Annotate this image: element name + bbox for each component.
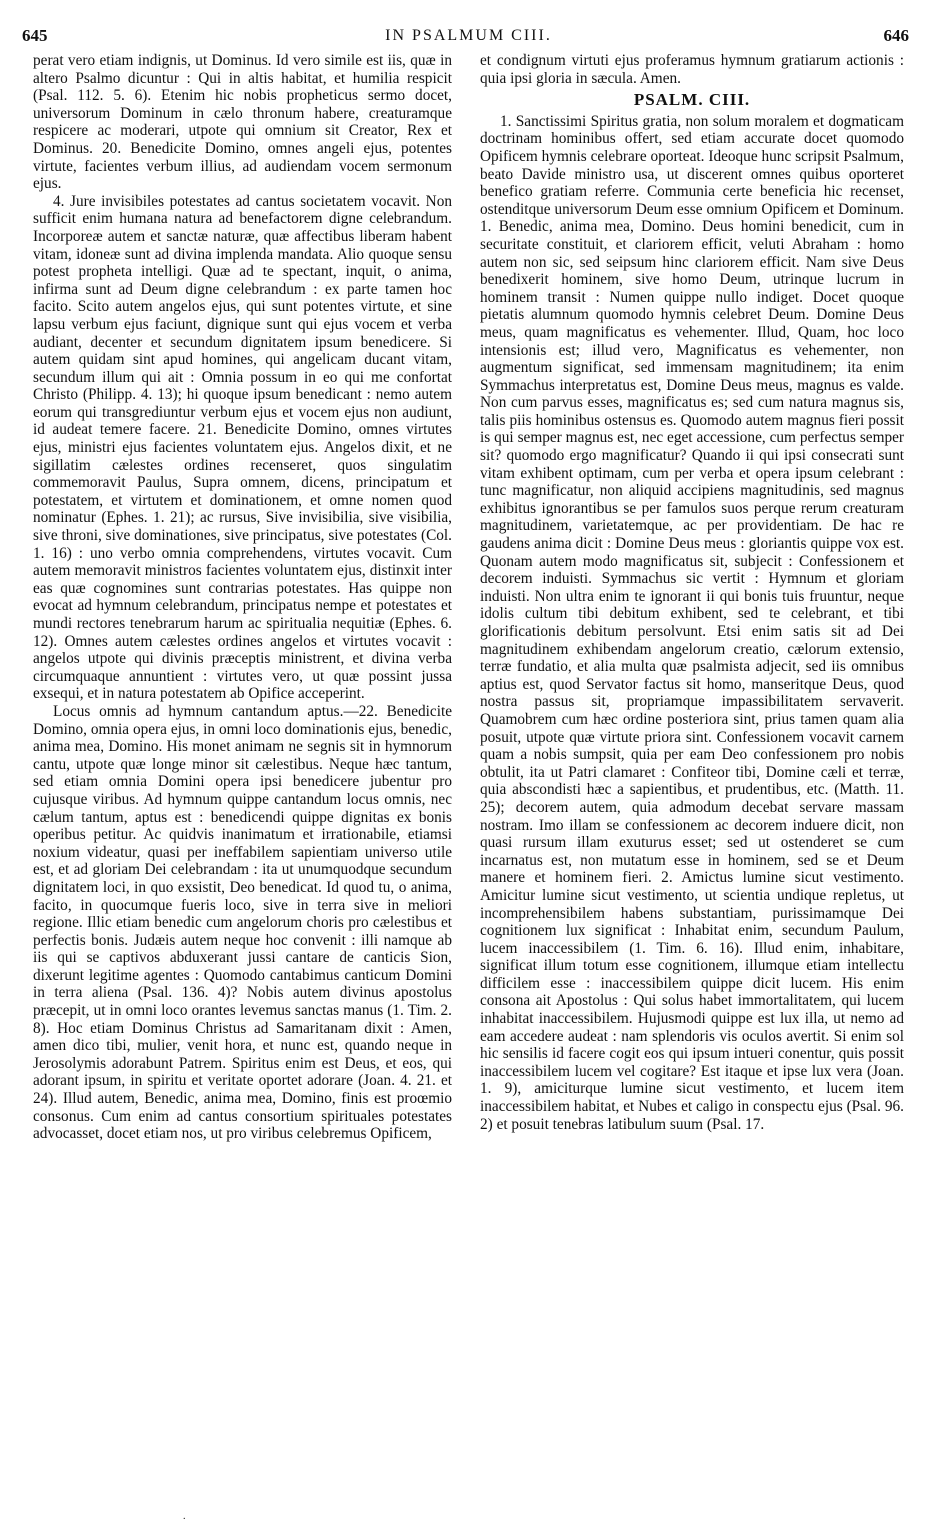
left-paragraph-1: perat vero etiam indignis, ut Dominus. Id vero simile est iis, quæ in altero Psalmo dicuntur : Qui in altis habitat, et humilia respicit (Psal. 112. 5. 6). Etenim hic nobis propheticus sermo docet, universorum Dominum in cælo thronum habere, creaturamque respicere ac moderari, utpote qui omnium sit Creator, Rex et Dominus. 20. Benedicite Domino, omnes angeli ejus, potentes virtute, facientes verbum illius, ad audiendam vocem sermonum ejus.	[33, 52, 452, 193]
left-paragraph-2: 4. Jure invisibiles potestates ad cantus societatem vocavit. Non sufficit enim humana natura ad benefactorem digne celebrandum. Incorporeæ autem et sanctæ naturæ, quæ affectibus liberam habent vitam, idoneæ sunt ad divina implenda mandata. Alio quoque sensu potest propheta intelligi. Quæ ad te spectant, inquit, o anima, infirma sunt ad Deum digne celebrandum : ex parte tamen hoc facito. Scito autem angelos ejus, qui sunt potentes virtute, et sine lapsu verbum ejus faciunt, dignique sunt qui ejus vocem et verba audiant, decenter et secundum dignitatem ipsum benedicere. Si autem quidam sint apud homines, qui angelicam ducant vitam, secundum illum qui ait : Omnia possum in eo qui me confortat Christo (Philipp. 4. 13); hi quoque ipsum benedicant : nemo autem eorum qui transgrediuntur verbum ejus et vocem ejus non audiunt, id audeat temere facere. 21. Benedicite Domino, omnes virtutes ejus, ministri ejus facientes voluntatem ejus. Angelos dixit, et ne sigillatim cælestes ordines recenseret, quos singulatim commemoravit Paulus, Supra omnem, dicens, principatum et potestatem, et virtutem et dominationem, et omne nomen quod nominatur (Ephes. 1. 21); ac rursus, Sive invisibilia, sive visibilia, sive throni, sive dominationes, sive principatus, sive potestates (Col. 1. 16) : uno verbo omnia comprehendens, virtutes vocavit. Cum autem memoravit ministros facientes voluntatem ejus, distinxit inter eas quæ cognomines sunt contrarias potestates. Has quippe non evocat ad hymnum celebrandum, principatus nempe et potestates et mundi rectores tenebrarum harum ac spiritualia nequitiæ (Ephes. 6. 12). Omnes autem cælestes ordines angelos et virtutes vocavit : angelos utpote qui divinis præceptis ministrent, et divina verba circumquaque annuntient : virtutes vero, ut quæ possint jussa exsequi, et in natura potestatem ab Opifice acceperint.	[33, 192, 452, 703]
right-page-number: 646	[883, 26, 909, 45]
left-column	[33, 52, 452, 1143]
running-title: IN PSALMUM CIII.	[385, 27, 552, 44]
left-page-number: 645	[22, 26, 48, 45]
psalm-heading: PSALM. CIII.	[633, 90, 751, 110]
right-column	[480, 52, 904, 1133]
left-paragraph-3: Locus omnis ad hymnum cantandum aptus.—22. Benedicite Domino, omnia opera ejus, in omni loco dominationis ejus, benedic, anima mea, Domino. His monet animam ne segnis sit in hymnorum cantu, utpote quæ longe minor sit cælestibus. Neque hæc tantum, sed etiam omnia Domini opera ipsi benedicere jubentur pro cujusque viribus. Ad hymnum quippe cantandum locus omnis, nec cælum tantum, aptus est : benedicendi quippe dignitas ex bonis operibus petitur. Ac quidvis inanimatum et irrationabile, etiamsi noxium videatur, quasi per ineffabilem sapientiam universo utile est, et ad gloriam Dei celebrandam : ita ut unumquodque secundum dignitatem loci, in quo exsistit, Deo benedicat. Id quod tu, o anima, facito, in quocumque fueris loco, sive in terra sive in meliori regione. Illic etiam benedic cum angelorum choris pro cælestibus et perfectis bonis. Judæis autem neque hoc convenit : illi namque ab iis qui se captivos abduxerant jussi cantare de canticis Sion, dixerunt legitime agentes : Quomodo cantabimus canticum Domini in terra aliena (Psal. 136. 4)? Nobis autem divinus apostolus præcepit, ut in omni loco orantes levemus sanctas manus (1. Tim. 2. 8). Hoc etiam Dominus Christus ad Samaritanam dixit : Amen, amen dico tibi, mulier, venit hora, et nunc est, quando neque in Jerosolymis adorabunt Patrem. Spiritus enim est Deus, et eos, qui adorant ipsum, in spiritu et veritate oportet adorare (Joan. 4. 21. et 24). Illud autem, Benedic, anima mea, Domino, finis est proœmio consonus. Cum enim ad cantus consortium spirituales potestates advocasset, docet etiam nos, ut pro viribus celebremus Opificem,	[33, 702, 452, 1143]
right-paragraph-1: 1. Sanctissimi Spiritus gratia, non solum moralem et dogmaticam doctrinam hominibus offert, sed etiam accurate docet quomodo Opificem hymnis celebrare oporteat. Ideoque hunc scripsit Psalmum, beato Davide ministro usa, ut discerent omnes quibus oporteret benefico gratiam referre. Communia certe beneficia hic recenset, ostenditque universorum Deum esse omnium Opificem et Dominum. 1. Benedic, anima mea, Domino. Deus homini benedicit, cum in securitate constituit, et clariorem efficit, veluti Abraham : homo autem non sic, sed seipsum hinc clariorem efficit. Nam sive Deus benedixerit hominem, sive homo Deum, utrinque lucrum in hominem transit : Numen quippe nullo indiget. Docet quoque pietatis alumnum quomodo hymnis celebret Deum. Domine Deus meus, quam magnificatus es vehementer. Illud, Quam, hoc loco intensionis est; illud vero, Magnificatus es vehementer, non augmentum significat, sed immensam magnitudinem; ita enim Symmachus interpretatus est, Domine Deus meus, magnus es valde. Non cum parvus esses, magnificatus es; sed cum natura magnus sis, talis piis hominibus ostensus es. Quomodo autem magnus fieri possit is qui semper magnus est, nec eget accessione, cum perfectus semper sit? quomodo ergo magnificatur? Quando ii qui ipsi consecrati sunt vitam exhibent optimam, cum per verba et opera ipsum celebrant : tunc magnificatur, non aliquid accipiens magnitudinis, sed magnus exhibitus ignorantibus se per famulos suos perque rerum creaturam magnitudinem, varietatemque, ac per providentiam. De hac re gaudens anima dicit : Domine Deus meus : gloriantis quippe vox est. Quonam autem modo magnificatus sit, subjecit : Confessionem et decorem induisti. Symmachus sic vertit : Hymnum et gloriam induisti. Non ultra enim te ignorant ii qui bonis tuis fruuntur, neque idolis cultum tibi debitum exhibent, sed te celebrant, et tibi glorificationis debitum persolvunt. Etsi enim satis sit ad Dei magnitudinem exhibendam angelorum creatio, cælorum extensio, terræ fundatio, et alia multa quæ psalmista adjecit, sed iis omnibus aptius est, quod Servator factus sit homo, manseritque Deus, quod nostra passus sit, propriamque impassibilitatem servaverit. Quamobrem cum hæc ordine posteriora sint, prius tamen quam alia posuit, utpote quæ virtute priora sint. Confessionem vocavit carnem quam a nobis sumpsit, quia per eam Deo confessionem pro nobis obtulit, ita ut Patri clamaret : Confiteor tibi, Domine cæli et terræ, quia abscondisti hæc a sapientibus, et prudentibus, etc. (Matth. 11. 25); decorem autem, quia admodum decebat servare massam nostram. Imo illam se confessionem ac decorem induere dicit, non quasi rursum illam exuturus esset; sed ut ostenderet se cum incarnatus est, non mutatum esse in hominem, sed se et Deum manere et hominem fieri. 2. Amictus lumine sicut vestimento. Amicitur lumine sicut vestimento, ut scientia undique repletus, ut incomprehensibilem habens substantiam, purissimamque Dei cognitionem lux significat : Inhabitat enim, secundum Paulum, lucem inaccessibilem (1. Tim. 6. 16). Illud enim, inhabitare, significat illum totum esse cognitionem, illumque etiam intellectu difficilem esse : inaccessibilem quippe dicit lucem. His enim consona ait Apostolus : Qui solus habet immortalitatem, qui lucem inhabitat inaccessibilem. Hujusmodi quippe est lux illa, ut nemo ad eam accedere audeat : nam splendoris vis oculos avertit. Si enim sol hic sensilis id facere cogit eos qui ipsum intueri conentur, quis possit inaccessibilem lucem vel cogitare? Est itaque et ipse lux vera (Joan. 1. 9), amiciturque lumine sicut vestimento, et lucem item inaccessibilem habitat, et Nubes et caligo in conspectu ejus (Psal. 96. 2) et posuit tenebras latibulum suum (Psal. 17.	[480, 112, 904, 1133]
page-header	[0, 22, 937, 52]
right-paragraph-0: et condignum virtuti ejus proferamus hymnum gratiarum actionis : quia ipsi gloria in sæcula. Amen.	[480, 52, 904, 87]
footer-mark: .	[183, 1511, 186, 1522]
